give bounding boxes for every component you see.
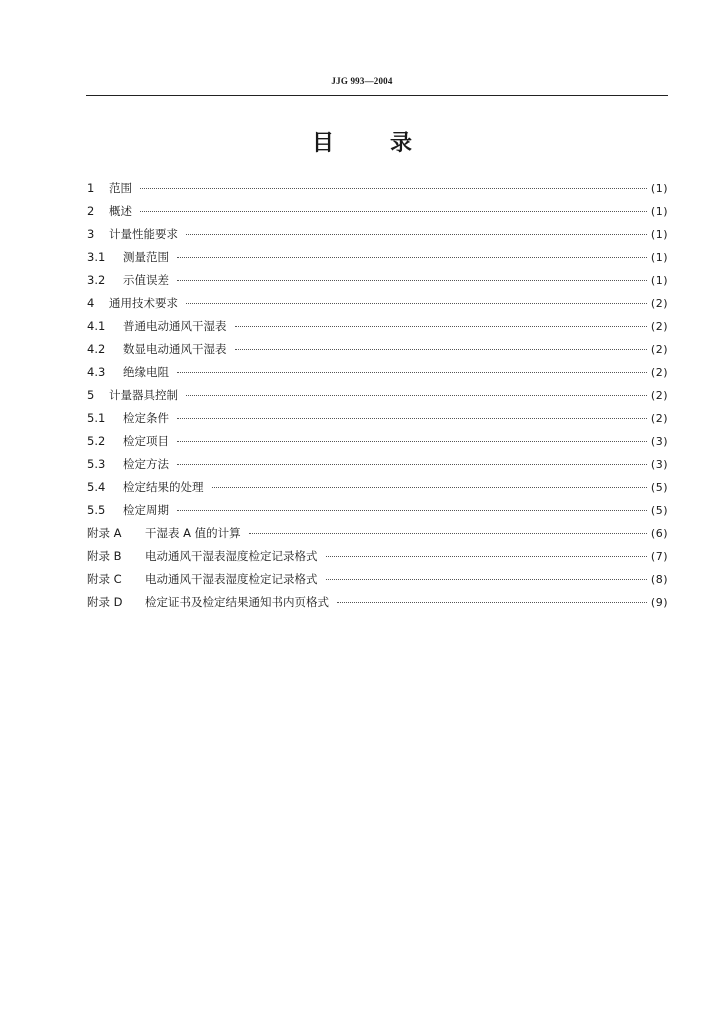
toc-entry-page: (2) [650,343,668,356]
toc-entry-page: (1) [650,274,668,287]
toc-entry-label: 检定方法 [123,457,169,471]
table-of-contents [87,177,668,614]
toc-entry-label: 测量范围 [123,250,169,264]
toc-entry-label: 绝缘电阻 [123,365,169,379]
toc-entry-page: (3) [650,458,668,471]
toc-entry[interactable] [87,499,668,522]
toc-entry-page: (5) [650,504,668,517]
toc-entry-label: 示值误差 [123,273,169,287]
toc-entry-page: (2) [650,366,668,379]
page-title: 目录 [311,131,468,156]
toc-dot-leader [326,555,647,557]
toc-entry-label: 检定结果的处理 [123,480,204,494]
toc-dot-leader [326,578,647,580]
toc-entry-number: 4.2 [87,342,106,356]
toc-entry[interactable] [87,453,668,476]
toc-dot-leader [235,348,647,350]
toc-entry-page: (9) [650,596,668,609]
toc-entry[interactable] [87,522,668,545]
toc-dot-leader [337,601,647,603]
toc-dot-leader [186,302,647,304]
toc-dot-leader [177,417,647,419]
toc-dot-leader [212,486,647,488]
toc-entry-number: 5.3 [87,457,106,471]
toc-entry[interactable] [87,338,668,361]
toc-entry-label: 检定项目 [123,434,169,448]
toc-entry-label: 检定周期 [123,503,169,517]
toc-entry[interactable] [87,177,668,200]
toc-dot-leader [177,279,647,281]
toc-entry[interactable] [87,591,668,614]
toc-entry-label: 普通电动通风干湿表 [123,319,227,333]
header-rule [86,95,668,96]
toc-entry-number: 5.4 [87,480,106,494]
toc-dot-leader [140,210,647,212]
toc-dot-leader [177,371,647,373]
toc-entry-page: (1) [650,205,668,218]
toc-entry-label: 检定证书及检定结果通知书内页格式 [145,595,329,609]
toc-entry[interactable] [87,361,668,384]
toc-entry-page: (8) [650,573,668,586]
toc-entry-page: (5) [650,481,668,494]
toc-entry-page: (1) [650,228,668,241]
toc-entry-page: (1) [650,182,668,195]
toc-entry-number: 1 [87,181,95,195]
toc-entry[interactable] [87,430,668,453]
toc-entry-page: (6) [650,527,668,540]
toc-entry-label: 数显电动通风干湿表 [123,342,227,356]
toc-dot-leader [177,440,647,442]
toc-entry-page: (7) [650,550,668,563]
toc-entry-number: 附录 B [87,549,122,563]
toc-entry[interactable] [87,476,668,499]
toc-entry-page: (2) [650,389,668,402]
toc-entry[interactable] [87,545,668,568]
toc-entry-page: (3) [650,435,668,448]
toc-entry[interactable] [87,407,668,430]
toc-dot-leader [186,233,647,235]
toc-entry-label: 电动通风干湿表湿度检定记录格式 [145,549,318,563]
toc-entry-number: 4.1 [87,319,106,333]
toc-dot-leader [140,187,647,189]
toc-entry-label: 通用技术要求 [109,296,178,310]
toc-entry-number: 附录 D [87,595,123,609]
toc-entry[interactable] [87,568,668,591]
toc-dot-leader [177,463,647,465]
toc-entry-number: 3.2 [87,273,106,287]
toc-entry-page: (2) [650,412,668,425]
toc-entry-number: 2 [87,204,95,218]
toc-entry-page: (2) [650,320,668,333]
toc-entry-number: 5 [87,388,95,402]
toc-entry-number: 3 [87,227,95,241]
toc-entry-number: 附录 C [87,572,122,586]
toc-entry-number: 5.5 [87,503,106,517]
toc-entry[interactable] [87,200,668,223]
toc-entry-label: 电动通风干湿表湿度检定记录格式 [145,572,318,586]
toc-entry-label: 计量性能要求 [109,227,178,241]
toc-entry-number: 附录 A [87,526,122,540]
toc-entry-number: 4 [87,296,95,310]
toc-entry-number: 4.3 [87,365,106,379]
toc-entry-number: 5.1 [87,411,106,425]
running-header: JJG 993—2004 [331,76,393,86]
toc-dot-leader [249,532,647,534]
toc-entry-page: (1) [650,251,668,264]
toc-entry-number: 5.2 [87,434,106,448]
toc-entry[interactable] [87,246,668,269]
toc-entry-label: 范围 [109,181,132,195]
toc-dot-leader [177,509,647,511]
toc-dot-leader [186,394,647,396]
toc-entry[interactable] [87,223,668,246]
toc-dot-leader [235,325,647,327]
toc-entry[interactable] [87,269,668,292]
toc-entry[interactable] [87,384,668,407]
toc-entry-page: (2) [650,297,668,310]
toc-entry[interactable] [87,315,668,338]
toc-entry-label: 概述 [109,204,132,218]
toc-entry-number: 3.1 [87,250,106,264]
toc-entry-label: 计量器具控制 [109,388,178,402]
toc-dot-leader [177,256,647,258]
toc-entry-label: 干湿表 A 值的计算 [145,526,241,540]
toc-entry-label: 检定条件 [123,411,169,425]
toc-entry[interactable] [87,292,668,315]
